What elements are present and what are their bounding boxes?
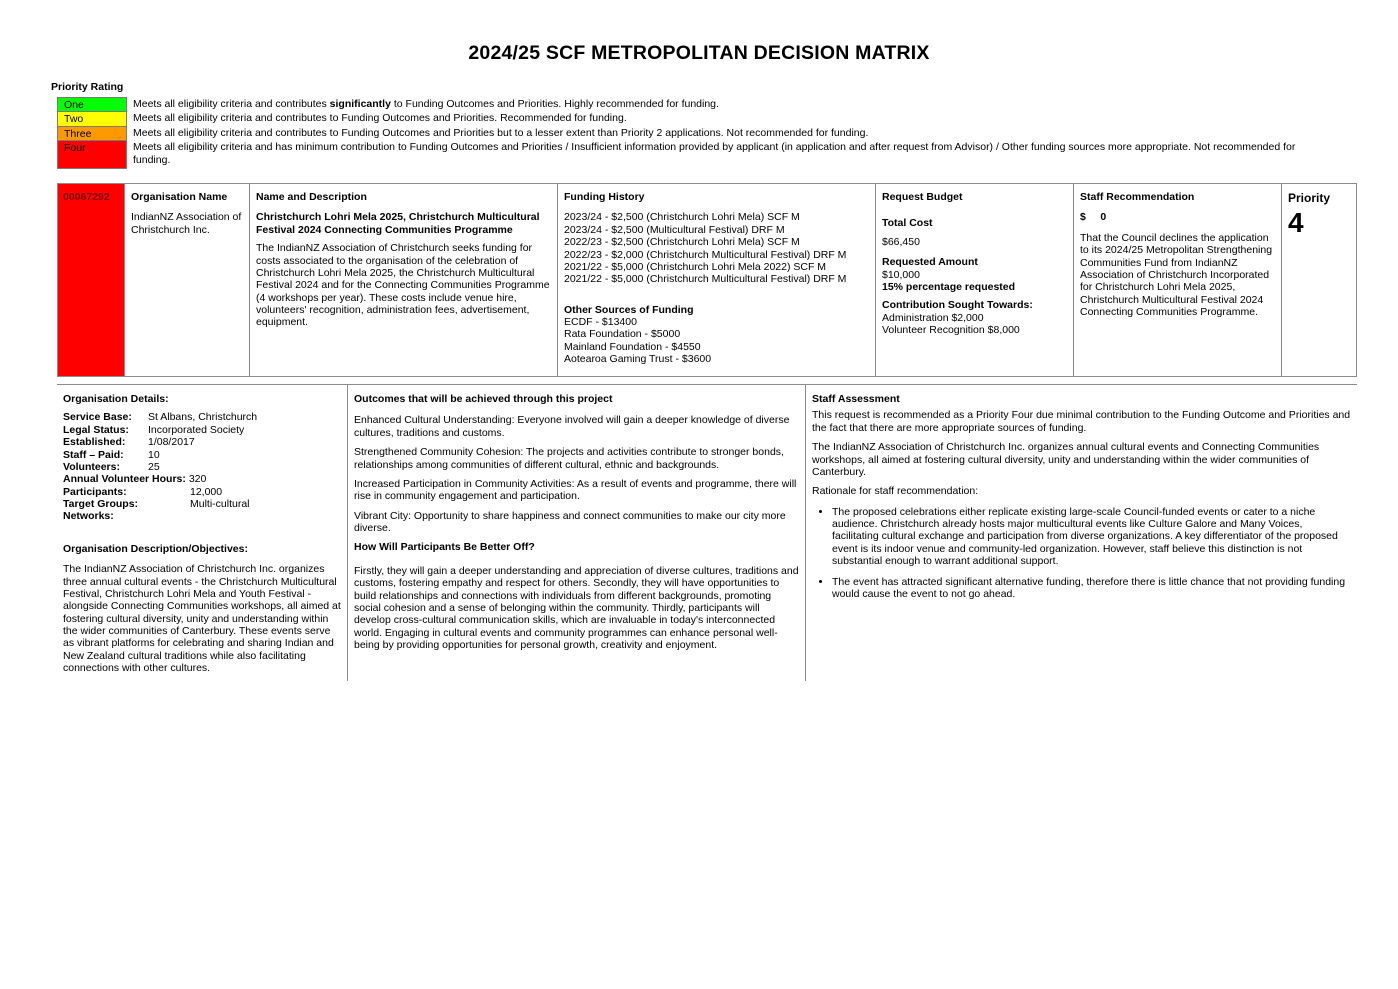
rationale-item: • The proposed celebrations either replicate existing large-scale Council-funded events or cater to a niche audience. Christchurch already hosts major multicultural events like Culture Galore and Many Voices, facilitating cultural exchange and participation from diverse organizations. A key differentiator of the proposed event is its indoor venue and community-led organization. However, staff believe this distinction is not substantial enough to warrant additional support.: [832, 506, 1351, 568]
participants-label: Participants:: [63, 485, 127, 498]
networks-label: Networks:: [63, 510, 114, 523]
application-id: 00067292: [63, 191, 110, 203]
history-item: 2023/24 - $2,500 (Christchurch Lohri Mela) SCF M: [564, 211, 800, 224]
legend-swatch-two: Two: [57, 111, 127, 125]
legend-text-two: Meets all eligibility criteria and contributes to Funding Outcomes and Priorities. Recommended for funding.: [133, 112, 627, 125]
request-budget-cell: [876, 184, 1074, 376]
application-summary-table: [57, 183, 1357, 377]
priority-legend: [57, 97, 1317, 169]
assessment-paragraph: The IndianNZ Association of Christchurch Inc. organizes annual cultural events and Connecting Communities workshops, all aimed at fostering cultural diversity, unity and understanding within the wider communities of Canterbury.: [812, 441, 1320, 478]
contribution-item: Volunteer Recognition $8,000: [882, 324, 1020, 336]
target-groups-value: Multi-cultural: [190, 498, 250, 510]
detail-value: 1/08/2017: [148, 436, 195, 449]
total-cost-label: Total Cost: [882, 217, 933, 230]
project-description: The IndianNZ Association of Christchurch seeks funding for costs associated to the organisation of the celebration of Christchurch Lohri Mela 2025, the Christchurch Multicultural Festival 2024 and for the Connecting Communities Programme (4 workshops per year). These costs include venue hire, volunteers' recognition, administration fees, advertisement, equipment.: [256, 242, 550, 329]
other-source-item: Rata Foundation - $5000: [564, 328, 681, 341]
legend-row-two: [57, 111, 1317, 125]
priority-cell: [1282, 184, 1356, 376]
better-off-heading: How Will Participants Be Better Off?: [354, 541, 535, 554]
history-item: 2021/22 - $5,000 (Christchurch Lohri Mela 2022) SCF M: [564, 260, 827, 273]
detail-value: 10: [148, 448, 160, 461]
legend-swatch-one: One: [57, 97, 127, 111]
project-title: Christchurch Lohri Mela 2025, Christchurch Multicultural Festival 2024 Connecting Communities Programme: [256, 211, 540, 236]
detail-value: St Albans, Christchurch: [148, 411, 258, 424]
legend-text-four: Meets all eligibility criteria and has minimum contribution to Funding Outcomes and Priorities / Insufficient information provided by applicant (in application and after request from Advisor) / Other funding sources more appropriate. Not recommended for funding.: [133, 141, 1296, 166]
organisation-name-header: Organisation Name: [131, 191, 228, 203]
volunteer-hours-value: 320: [188, 473, 207, 486]
rationale-item: • The event has attracted significant alternative funding, therefore there is little chance that not providing funding would cause the event to not go ahead.: [832, 576, 1351, 601]
history-item: 2021/22 - $5,000 (Christchurch Multicultural Festival) DRF M: [564, 273, 847, 286]
organisation-name-cell: [125, 184, 250, 376]
outcome-item: Vibrant City: Opportunity to share happiness and connect communities to make our city more diverse.: [354, 509, 786, 534]
other-source-item: ECDF - $13400: [564, 316, 637, 328]
priority-rating-heading: Priority Rating: [51, 81, 124, 93]
legend-swatch-four: Four: [57, 140, 127, 169]
contribution-label: Contribution Sought Towards:: [882, 299, 1033, 312]
funding-history-header: Funding History: [564, 191, 645, 203]
participants-value: 12,000: [190, 485, 223, 498]
application-id-cell: [58, 184, 125, 376]
details-section: [57, 384, 1357, 681]
rationale-label: Rationale for staff recommendation:: [812, 485, 979, 498]
outcome-item: Enhanced Cultural Understanding: Everyone involved will gain a deeper knowledge of diverse cultures, traditions and customs.: [354, 414, 790, 439]
staff-recommendation-header: Staff Recommendation: [1080, 191, 1195, 203]
history-item: 2022/23 - $2,000 (Christchurch Multicultural Festival) DRF M: [564, 248, 847, 261]
organisation-details-column: [57, 385, 348, 681]
requested-amount-value: $10,000: [882, 268, 920, 281]
priority-header: Priority: [1288, 191, 1331, 205]
legend-row-one: [57, 97, 1317, 111]
outcome-item: Increased Participation in Community Activities: As a result of events and programme, there will rise in community engagement and participation.: [354, 477, 797, 503]
legend-row-four: [57, 140, 1317, 169]
other-source-item: Aotearoa Gaming Trust - $3600: [564, 353, 712, 366]
other-source-item: Mainland Foundation - $4550: [564, 340, 701, 353]
detail-label: Volunteers:: [63, 460, 120, 473]
requested-percentage: 15% percentage requested: [882, 280, 1016, 293]
legend-text-three: Meets all eligibility criteria and contributes to Funding Outcomes and Priorities but to a lesser extent than Priority 2 applications. Not recommended for funding.: [133, 126, 869, 139]
participants-list: [63, 486, 341, 523]
history-item: 2023/24 - $2,500 (Multicultural Festival) DRF M: [564, 223, 785, 236]
detail-value: 25: [148, 460, 160, 473]
volunteer-hours-row: [63, 473, 341, 485]
detail-label: Established:: [63, 436, 126, 449]
staff-assessment-column: [806, 385, 1357, 681]
request-budget-header: Request Budget: [882, 191, 963, 203]
org-description-text: The IndianNZ Association of Christchurch Inc. organizes three annual cultural events - the Christchurch Multicultural Festival, Christchurch Lohri Mela and Youth Festival - alongside Connecting Communities workshops, all aimed at fostering cultural diversity, unity and understanding within the wider communities of Canterbury. These events serve as vibrant platforms for celebrating and sharing Indian and New Zealand cultural traditions while also facilitating connections with other cultures.: [63, 563, 341, 675]
staff-recommendation-text: That the Council declines the application to its 2024/25 Metropolitan Strengthening Communities Fund from IndianNZ Association of Christchurch Incorporated for Christchurch Lohri Mela 2025, Christchurch Multicultural Festival 2024 Connecting Communities Programme.: [1080, 231, 1273, 318]
organisation-name: IndianNZ Association of Christchurch Inc.: [131, 211, 242, 236]
requested-amount-label: Requested Amount: [882, 256, 978, 269]
outcome-item: Strengthened Community Cohesion: The projects and activities contribute to stronger bonds, relationships among communities of different cultural, ethnic and backgrounds.: [354, 446, 784, 471]
detail-label: Service Base:: [63, 411, 132, 424]
staff-recommended-amount: $ 0: [1080, 211, 1107, 224]
name-description-header: Name and Description: [256, 191, 367, 203]
funding-history-cell: [558, 184, 876, 376]
contribution-item: Administration $2,000: [882, 311, 984, 324]
better-off-text: Firstly, they will gain a deeper understanding and appreciation of diverse cultures, traditions and customs, fostering empathy and respect for others. Secondly, they will have opportunities to build relationships and connections with individuals from different backgrounds, promoting social cohesion and a sense of belonging within the community. Thirdly, participants will develop cross-cultural communication skills, which are invaluable in today's interconnected world. Engaging in cultural events and community programmes can enhance personal well-being by providing opportunities for personal growth, creativity and enjoyment.: [354, 564, 799, 651]
staff-recommendation-cell: [1074, 184, 1282, 376]
target-groups-label: Target Groups:: [63, 498, 139, 510]
assessment-paragraph: This request is recommended as a Priority Four due minimal contribution to the Funding Outcome and Priorities and the fact that there are more appropriate sources of funding.: [812, 409, 1351, 434]
volunteer-hours-label: Annual Volunteer Hours:: [63, 473, 186, 486]
other-sources-header: Other Sources of Funding: [564, 303, 694, 316]
detail-label: Staff – Paid:: [63, 448, 124, 461]
org-description-heading: Organisation Description/Objectives:: [63, 542, 248, 555]
rationale-list: [812, 506, 1351, 601]
legend-row-three: [57, 126, 1317, 140]
history-item: 2022/23 - $2,500 (Christchurch Lohri Mela) SCF M: [564, 236, 800, 249]
total-cost-value: $66,450: [882, 235, 920, 248]
legend-text-one: Meets all eligibility criteria and contributes significantly to Funding Outcomes and Priorities. Highly recommended for funding.: [133, 98, 719, 110]
name-description-cell: [250, 184, 558, 376]
outcomes-column: [348, 385, 806, 681]
detail-label: Legal Status:: [63, 423, 129, 436]
outcomes-heading: Outcomes that will be achieved through this project: [354, 393, 613, 405]
organisation-details-heading: Organisation Details:: [63, 393, 169, 405]
organisation-details-list: [63, 411, 341, 473]
legend-swatch-three: Three: [57, 126, 127, 140]
staff-assessment-heading: Staff Assessment: [812, 393, 900, 405]
priority-value: 4: [1288, 207, 1304, 239]
page-title: 2024/25 SCF METROPOLITAN DECISION MATRIX: [468, 42, 930, 64]
detail-value: Incorporated Society: [148, 423, 245, 436]
